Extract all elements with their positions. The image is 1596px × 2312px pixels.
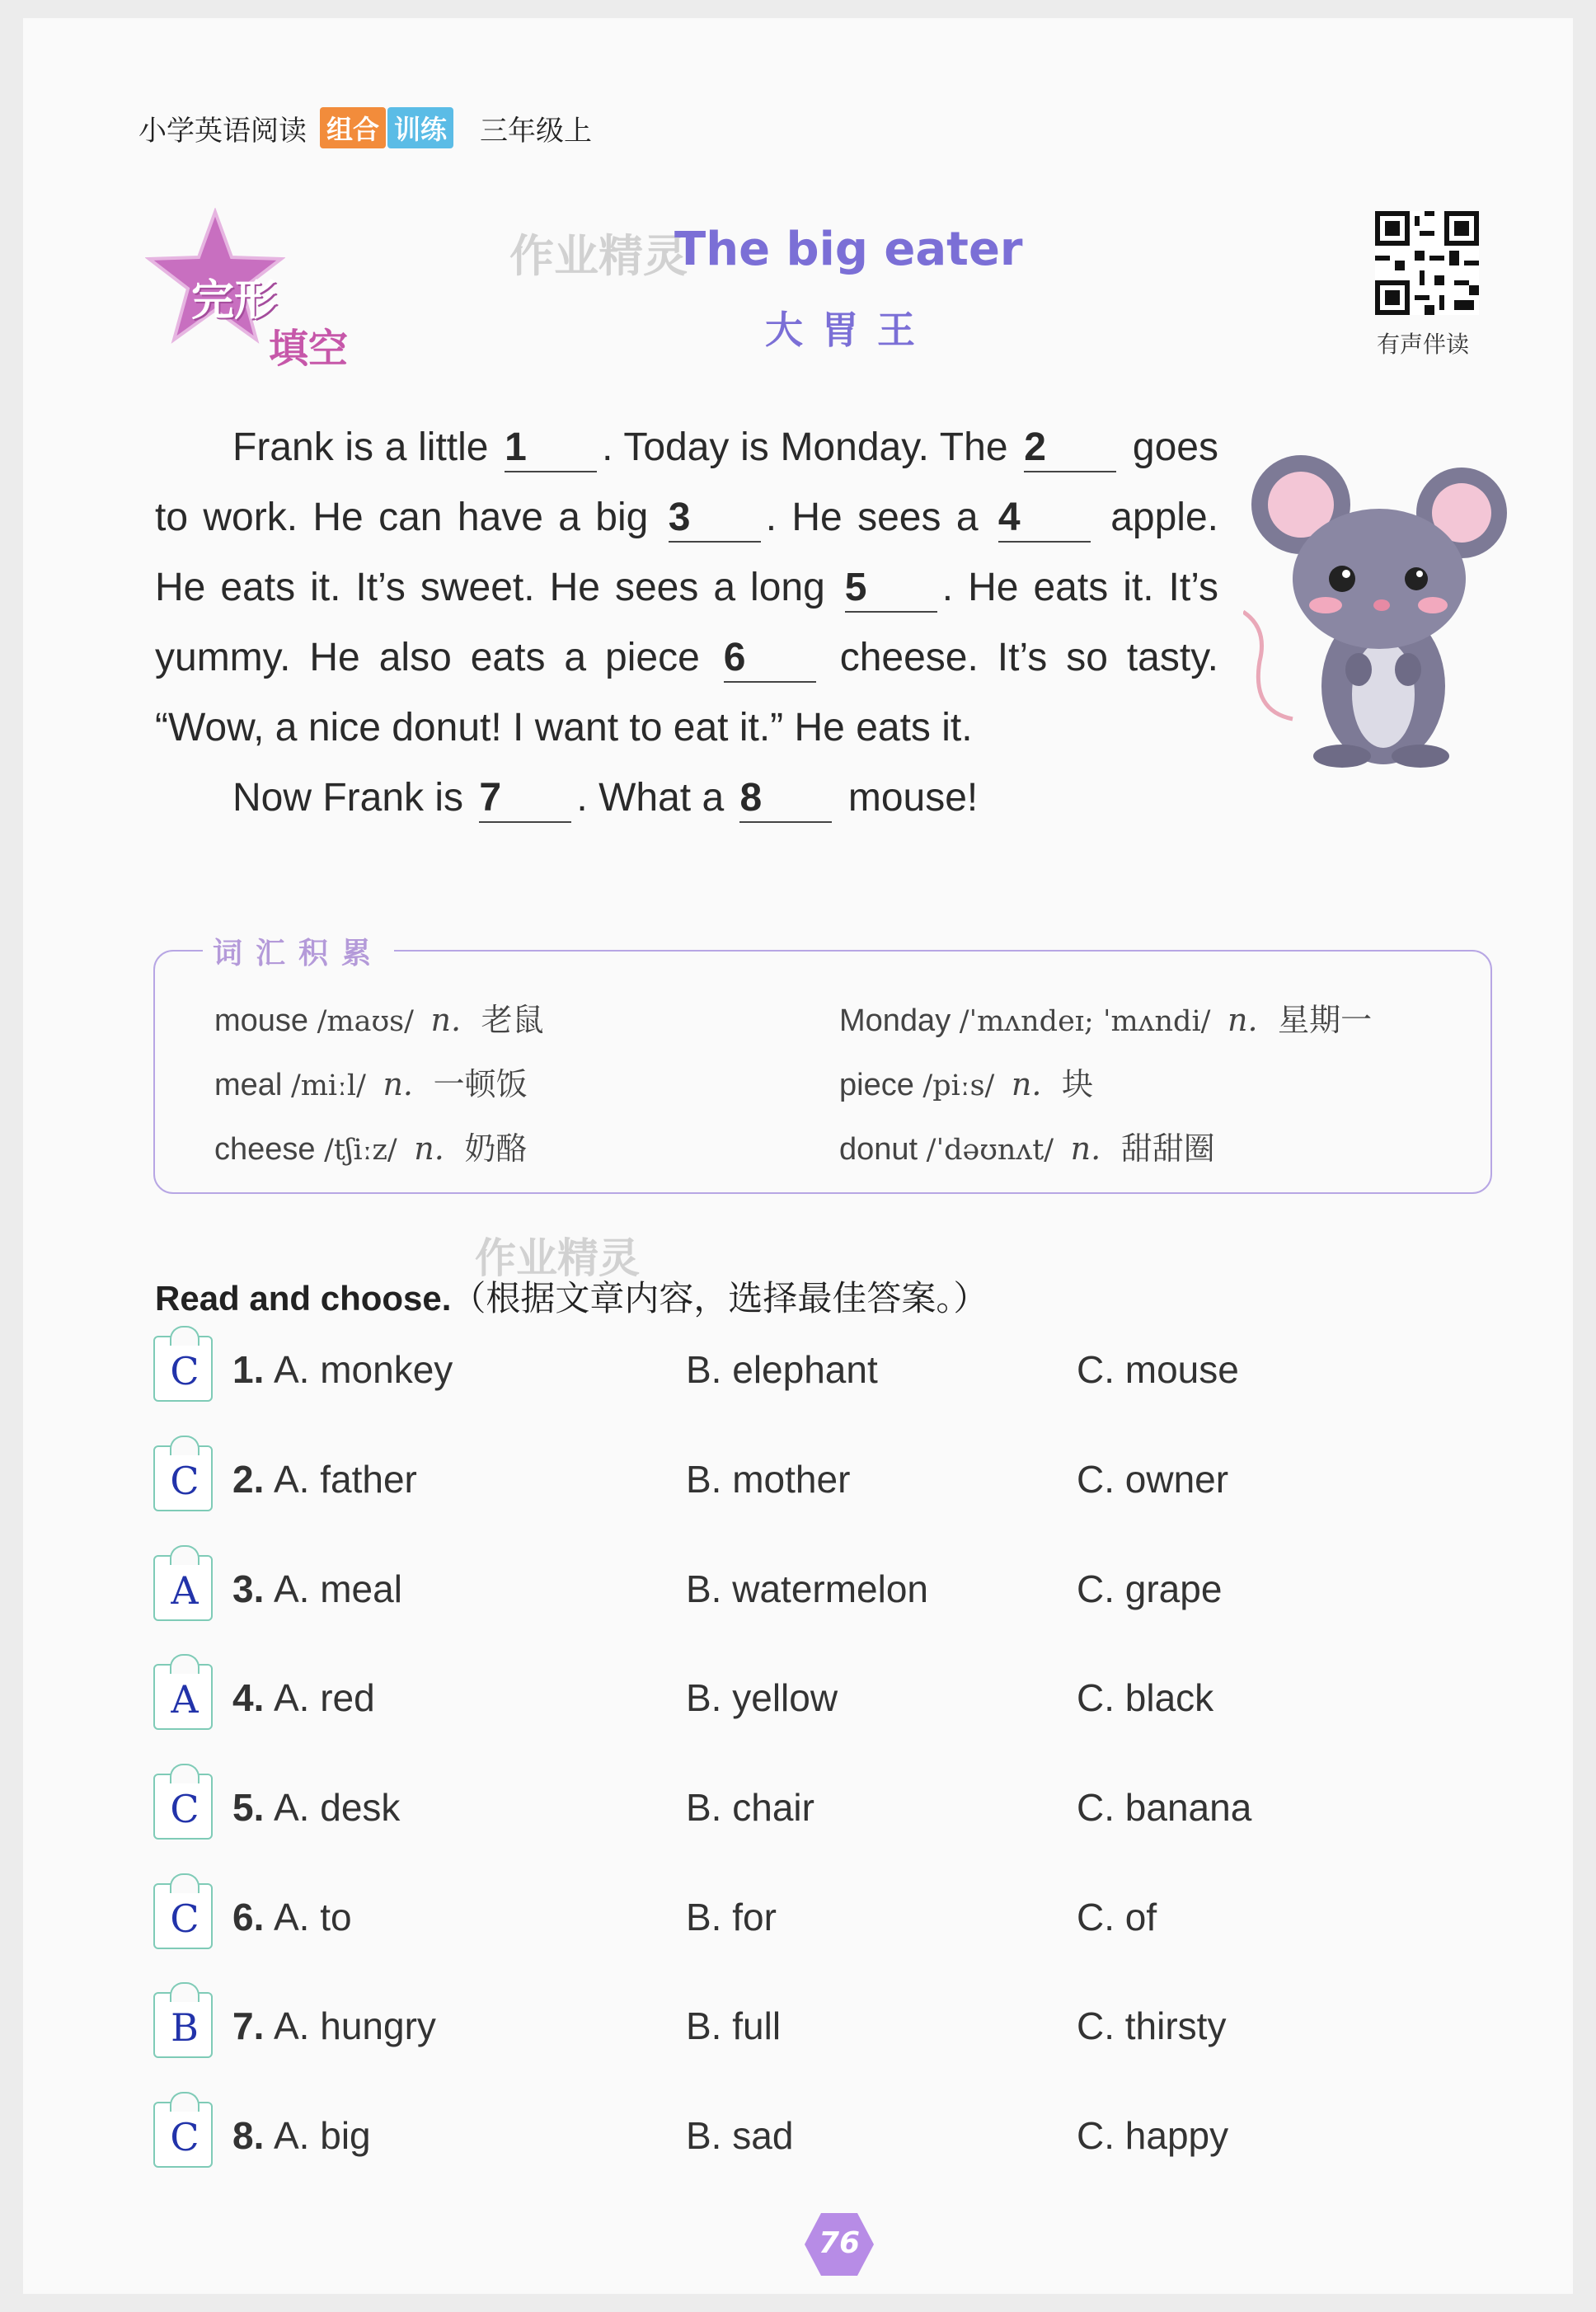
option-c: C. happy <box>1077 2114 1229 2157</box>
answer-box[interactable] <box>153 1664 213 1730</box>
badge-line2: 填空 <box>269 326 349 372</box>
option-b: B. elephant <box>686 1348 878 1391</box>
vocab-meaning: 甜甜圈 <box>1120 1130 1215 1167</box>
option-b: B. watermelon <box>686 1567 929 1610</box>
option-b: B. for <box>686 1896 777 1938</box>
option-a: A. big <box>274 2114 371 2157</box>
instruction <box>155 1271 988 1321</box>
tag-combo: 组合 <box>320 107 386 148</box>
question-row <box>153 2102 1472 2168</box>
option-c: C. of <box>1077 1896 1157 1938</box>
vocab-pos: n. <box>414 1130 444 1167</box>
question-number: 8. <box>232 2114 265 2157</box>
vocab-item <box>839 1059 1093 1104</box>
answer-box[interactable] <box>153 1992 213 2058</box>
badge-line1: 完形 <box>191 276 278 326</box>
vocab-ipa: /piːs/ <box>922 1069 995 1102</box>
section-badge <box>145 208 392 373</box>
question-row <box>153 1883 1472 1949</box>
story-text-segment: . What a <box>576 776 725 820</box>
qr-code-icon[interactable] <box>1375 211 1479 315</box>
answer-box[interactable] <box>153 2102 213 2168</box>
option-b: B. chair <box>686 1786 814 1829</box>
vocab-pos: n. <box>1070 1130 1101 1167</box>
vocab-word: meal <box>214 1068 283 1102</box>
grade-label: 三年级上 <box>480 114 593 148</box>
vocab-ipa: /tʃiːz/ <box>324 1134 397 1167</box>
story-text <box>155 412 1218 833</box>
answer-box[interactable] <box>153 1336 213 1402</box>
vocab-pos: n. <box>430 1002 462 1038</box>
vocab-ipa: /ˈmʌndeɪ; ˈmʌndi/ <box>959 1005 1211 1038</box>
watermark: 作业精灵 <box>509 230 688 282</box>
page-number-badge <box>803 2211 875 2277</box>
story-text-segment: . He sees a <box>765 496 979 539</box>
option-a: A. to <box>274 1896 352 1938</box>
answer-letter: C <box>170 2115 200 2159</box>
option-c: C. black <box>1077 1676 1214 1719</box>
page-number: 76 <box>818 2226 861 2260</box>
blank-8: 8 <box>739 775 832 823</box>
vocab-item <box>214 1123 527 1168</box>
option-a: A. father <box>274 1458 417 1501</box>
option-b: B. full <box>686 2004 782 2047</box>
story-text-segment: . Today is Monday. The <box>602 425 1008 469</box>
question-row <box>153 1336 1472 1402</box>
story-text-segment: mouse! <box>847 776 979 820</box>
story-text-segment: Frank is a little <box>232 425 489 469</box>
vocab-pos: n. <box>383 1066 414 1102</box>
option-a: A. hungry <box>274 2004 436 2047</box>
vocab-word: Monday <box>839 1003 951 1038</box>
vocab-item <box>214 994 544 1040</box>
answer-letter: C <box>170 1459 200 1503</box>
question-row <box>153 1664 1472 1730</box>
watermark: 作业精灵 <box>475 1234 640 1282</box>
option-c: C. owner <box>1077 1458 1229 1501</box>
vocab-item <box>839 1123 1215 1168</box>
question-row <box>153 1555 1472 1621</box>
answer-letter: C <box>170 1896 200 1941</box>
question-number: 1. <box>232 1348 265 1391</box>
book-title: 小学英语阅读 <box>138 114 307 148</box>
page <box>23 18 1573 2294</box>
question-number: 2. <box>232 1458 265 1501</box>
vocab-word: mouse <box>214 1003 309 1038</box>
answer-box[interactable] <box>153 1445 213 1511</box>
vocab-pos: n. <box>1011 1066 1042 1102</box>
answer-letter: A <box>171 1677 199 1722</box>
option-c: C. banana <box>1077 1786 1252 1829</box>
question-row <box>153 1445 1472 1511</box>
vocab-meaning: 一顿饭 <box>433 1066 528 1102</box>
question-number: 3. <box>232 1567 265 1610</box>
vocab-word: cheese <box>214 1132 316 1167</box>
option-a: A. desk <box>274 1786 401 1829</box>
vocabulary-title: 词汇积累 <box>203 930 394 972</box>
option-b: B. yellow <box>686 1676 838 1719</box>
answer-letter: C <box>170 1349 200 1393</box>
option-b: B. mother <box>686 1458 851 1501</box>
vocab-meaning: 奶酪 <box>464 1130 528 1167</box>
page-title: The big eater <box>674 223 1023 276</box>
vocab-ipa: /ˈdəʊnʌt/ <box>926 1134 1054 1167</box>
vocab-ipa: /maʊs/ <box>317 1005 414 1038</box>
vocab-pos: n. <box>1228 1002 1258 1038</box>
vocab-meaning: 星期一 <box>1278 1002 1373 1038</box>
story-text-segment: cheese. It’s so tasty. “Wow, a nice donut! I want to eat it.” He eats it. <box>155 636 1218 750</box>
question-number: 7. <box>232 2004 265 2047</box>
answer-box[interactable] <box>153 1774 213 1840</box>
blank-5: 5 <box>845 565 937 613</box>
answer-box[interactable] <box>153 1883 213 1949</box>
vocab-meaning: 老鼠 <box>481 1002 544 1038</box>
answer-letter: C <box>170 1787 200 1831</box>
story-text-segment: Now Frank is <box>232 776 464 820</box>
vocab-item <box>214 1059 528 1104</box>
blank-6: 6 <box>724 635 816 683</box>
tag-training: 训练 <box>387 107 453 148</box>
blank-4: 4 <box>998 495 1091 543</box>
story-text-segment: . He eats it. It’s yummy. He also eats a piece <box>155 566 1218 679</box>
blank-2: 2 <box>1024 425 1116 472</box>
vocab-word: donut <box>839 1132 918 1167</box>
story-text-segment: apple. He eats it. It’s sweet. He sees a long <box>155 496 1218 609</box>
book-header <box>138 107 592 148</box>
option-a: A. red <box>274 1676 375 1719</box>
vocab-ipa: /miːl/ <box>290 1069 366 1102</box>
blank-3: 3 <box>669 495 761 543</box>
answer-letter: B <box>171 2005 199 2050</box>
vocab-item <box>839 994 1372 1040</box>
qr-label: 有声伴读 <box>1377 331 1470 358</box>
option-a: A. meal <box>274 1567 402 1610</box>
option-c: C. thirsty <box>1077 2004 1227 2047</box>
question-row <box>153 1774 1472 1840</box>
blank-1: 1 <box>505 425 597 472</box>
question-row <box>153 1992 1472 2058</box>
page-subtitle: 大胃王 <box>765 308 933 352</box>
instruction-zh: （根据文章内容，选择最佳答案。） <box>451 1279 988 1318</box>
option-a: A. monkey <box>274 1348 453 1391</box>
question-number: 4. <box>232 1676 265 1719</box>
instruction-en: Read and choose. <box>155 1279 452 1318</box>
story-text-segment: goes to work. He can have a big <box>155 425 1218 539</box>
mouse-illustration <box>1243 447 1507 777</box>
vocab-meaning: 块 <box>1062 1066 1094 1102</box>
question-number: 6. <box>232 1896 265 1938</box>
question-number: 5. <box>232 1786 265 1829</box>
option-c: C. mouse <box>1077 1348 1239 1391</box>
vocabulary-box <box>153 937 1492 1194</box>
answer-box[interactable] <box>153 1555 213 1621</box>
blank-7: 7 <box>479 775 571 823</box>
option-c: C. grape <box>1077 1567 1223 1610</box>
answer-letter: A <box>171 1568 199 1613</box>
vocab-word: piece <box>839 1068 914 1102</box>
option-b: B. sad <box>686 2114 794 2157</box>
